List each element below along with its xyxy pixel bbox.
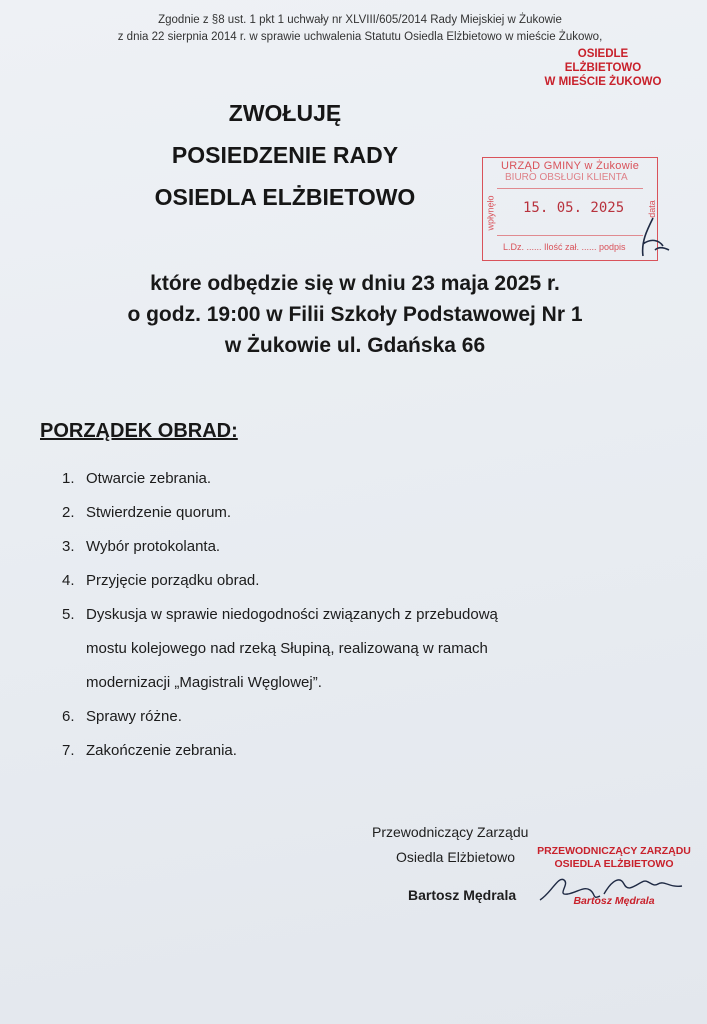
stamp-date: 15. 05. 2025: [523, 200, 625, 216]
title-line-2: POSIEDZENIE RADY: [171, 142, 399, 168]
agenda-item: [60, 598, 660, 700]
agenda-item-text: Stwierdzenie quorum.: [86, 504, 232, 521]
agenda-item: [60, 734, 660, 768]
agenda-item-text: Sprawy różne.: [86, 708, 182, 725]
meeting-details: [60, 268, 650, 361]
agenda-item: [60, 564, 660, 598]
agenda-item-text: Otwarcie zebrania.: [86, 470, 212, 487]
document-title: [120, 92, 450, 218]
agenda-item-number: 3.: [62, 538, 75, 555]
agenda-item: [60, 496, 660, 530]
title-line-1: ZWOŁUJĘ: [228, 100, 342, 126]
agenda-item-number: 7.: [62, 742, 75, 759]
agenda-item-number: 1.: [62, 470, 75, 487]
legal-basis-line-2: z dnia 22 sierpnia 2014 r. w sprawie uchwalenia Statutu Osiedla Elżbietowo w mieście Żukowo,: [117, 31, 603, 43]
district-stamp-line-3: W MIEŚCIE ŻUKOWO: [544, 76, 662, 88]
agenda-item-text: Wybór protokolanta.: [86, 538, 221, 555]
agenda-item: [60, 530, 660, 564]
registration-stamp: [482, 157, 658, 261]
handwritten-signature: [534, 866, 694, 910]
stamp-footer: L.Dz. ...... Ilość zał. ...... podpis: [503, 242, 626, 252]
stamp-office-name: URZĄD GMINY w Żukowie: [501, 160, 640, 172]
chairman-stamp-line-1: PRZEWODNICZĄCY ZARZĄDU: [537, 845, 691, 857]
stamp-office-dept: BIURO OBSŁUGI KLIENTA: [505, 172, 628, 183]
agenda-title: PORZĄDEK OBRAD:: [40, 420, 238, 442]
signatory-name: Bartosz Mędrala: [408, 887, 517, 903]
district-stamp-line-1: OSIEDLE: [577, 48, 629, 60]
stamp-received-label: wpłynęło: [485, 195, 496, 231]
meeting-address: w Żukowie ul. Gdańska 66: [224, 334, 486, 357]
agenda-item-text: modernizacji „Magistrali Węglowej”.: [86, 674, 322, 691]
chairman-stamp-line-2: OSIEDLA ELŻBIETOWO: [554, 858, 674, 870]
legal-basis-line-1: Zgodnie z §8 ust. 1 pkt 1 uchwały nr XLVIII/605/2014 Rady Miejskiej w Żukowie: [158, 14, 562, 26]
agenda-item-number: 4.: [62, 572, 75, 589]
agenda-item-number: 5.: [62, 606, 75, 623]
meeting-date: które odbędzie się w dniu 23 maja 2025 r.: [150, 272, 560, 295]
legal-basis-note: [40, 12, 680, 46]
signatory-role-line-1: Przewodniczący Zarządu: [372, 824, 529, 840]
stamp-date-label: data: [647, 200, 658, 218]
agenda-item-text: Dyskusja w sprawie niedogodności związanych z przebudową: [86, 606, 498, 623]
stamp-initials-signature: [633, 216, 673, 260]
agenda-item: [60, 700, 660, 734]
title-line-3: OSIEDLA ELŻBIETOWO: [154, 184, 416, 210]
meeting-time-place: o godz. 19:00 w Filii Szkoły Podstawowej Nr 1: [127, 303, 583, 326]
agenda-item-text: Zakończenie zebrania.: [86, 742, 237, 759]
signatory-role-line-2: Osiedla Elżbietowo: [396, 849, 516, 865]
agenda-item-text: mostu kolejowego nad rzeką Słupiną, realizowaną w ramach: [86, 640, 488, 657]
agenda-item-text: Przyjęcie porządku obrad.: [86, 572, 260, 589]
district-stamp: [528, 47, 678, 89]
agenda-list: [60, 462, 660, 768]
agenda-item-number: 2.: [62, 504, 75, 521]
agenda-item: [60, 462, 660, 496]
district-stamp-line-2: ELŻBIETOWO: [564, 62, 642, 74]
agenda-item-number: 6.: [62, 708, 75, 725]
chairman-stamp-name: Bartosz Mędrala: [573, 895, 655, 907]
